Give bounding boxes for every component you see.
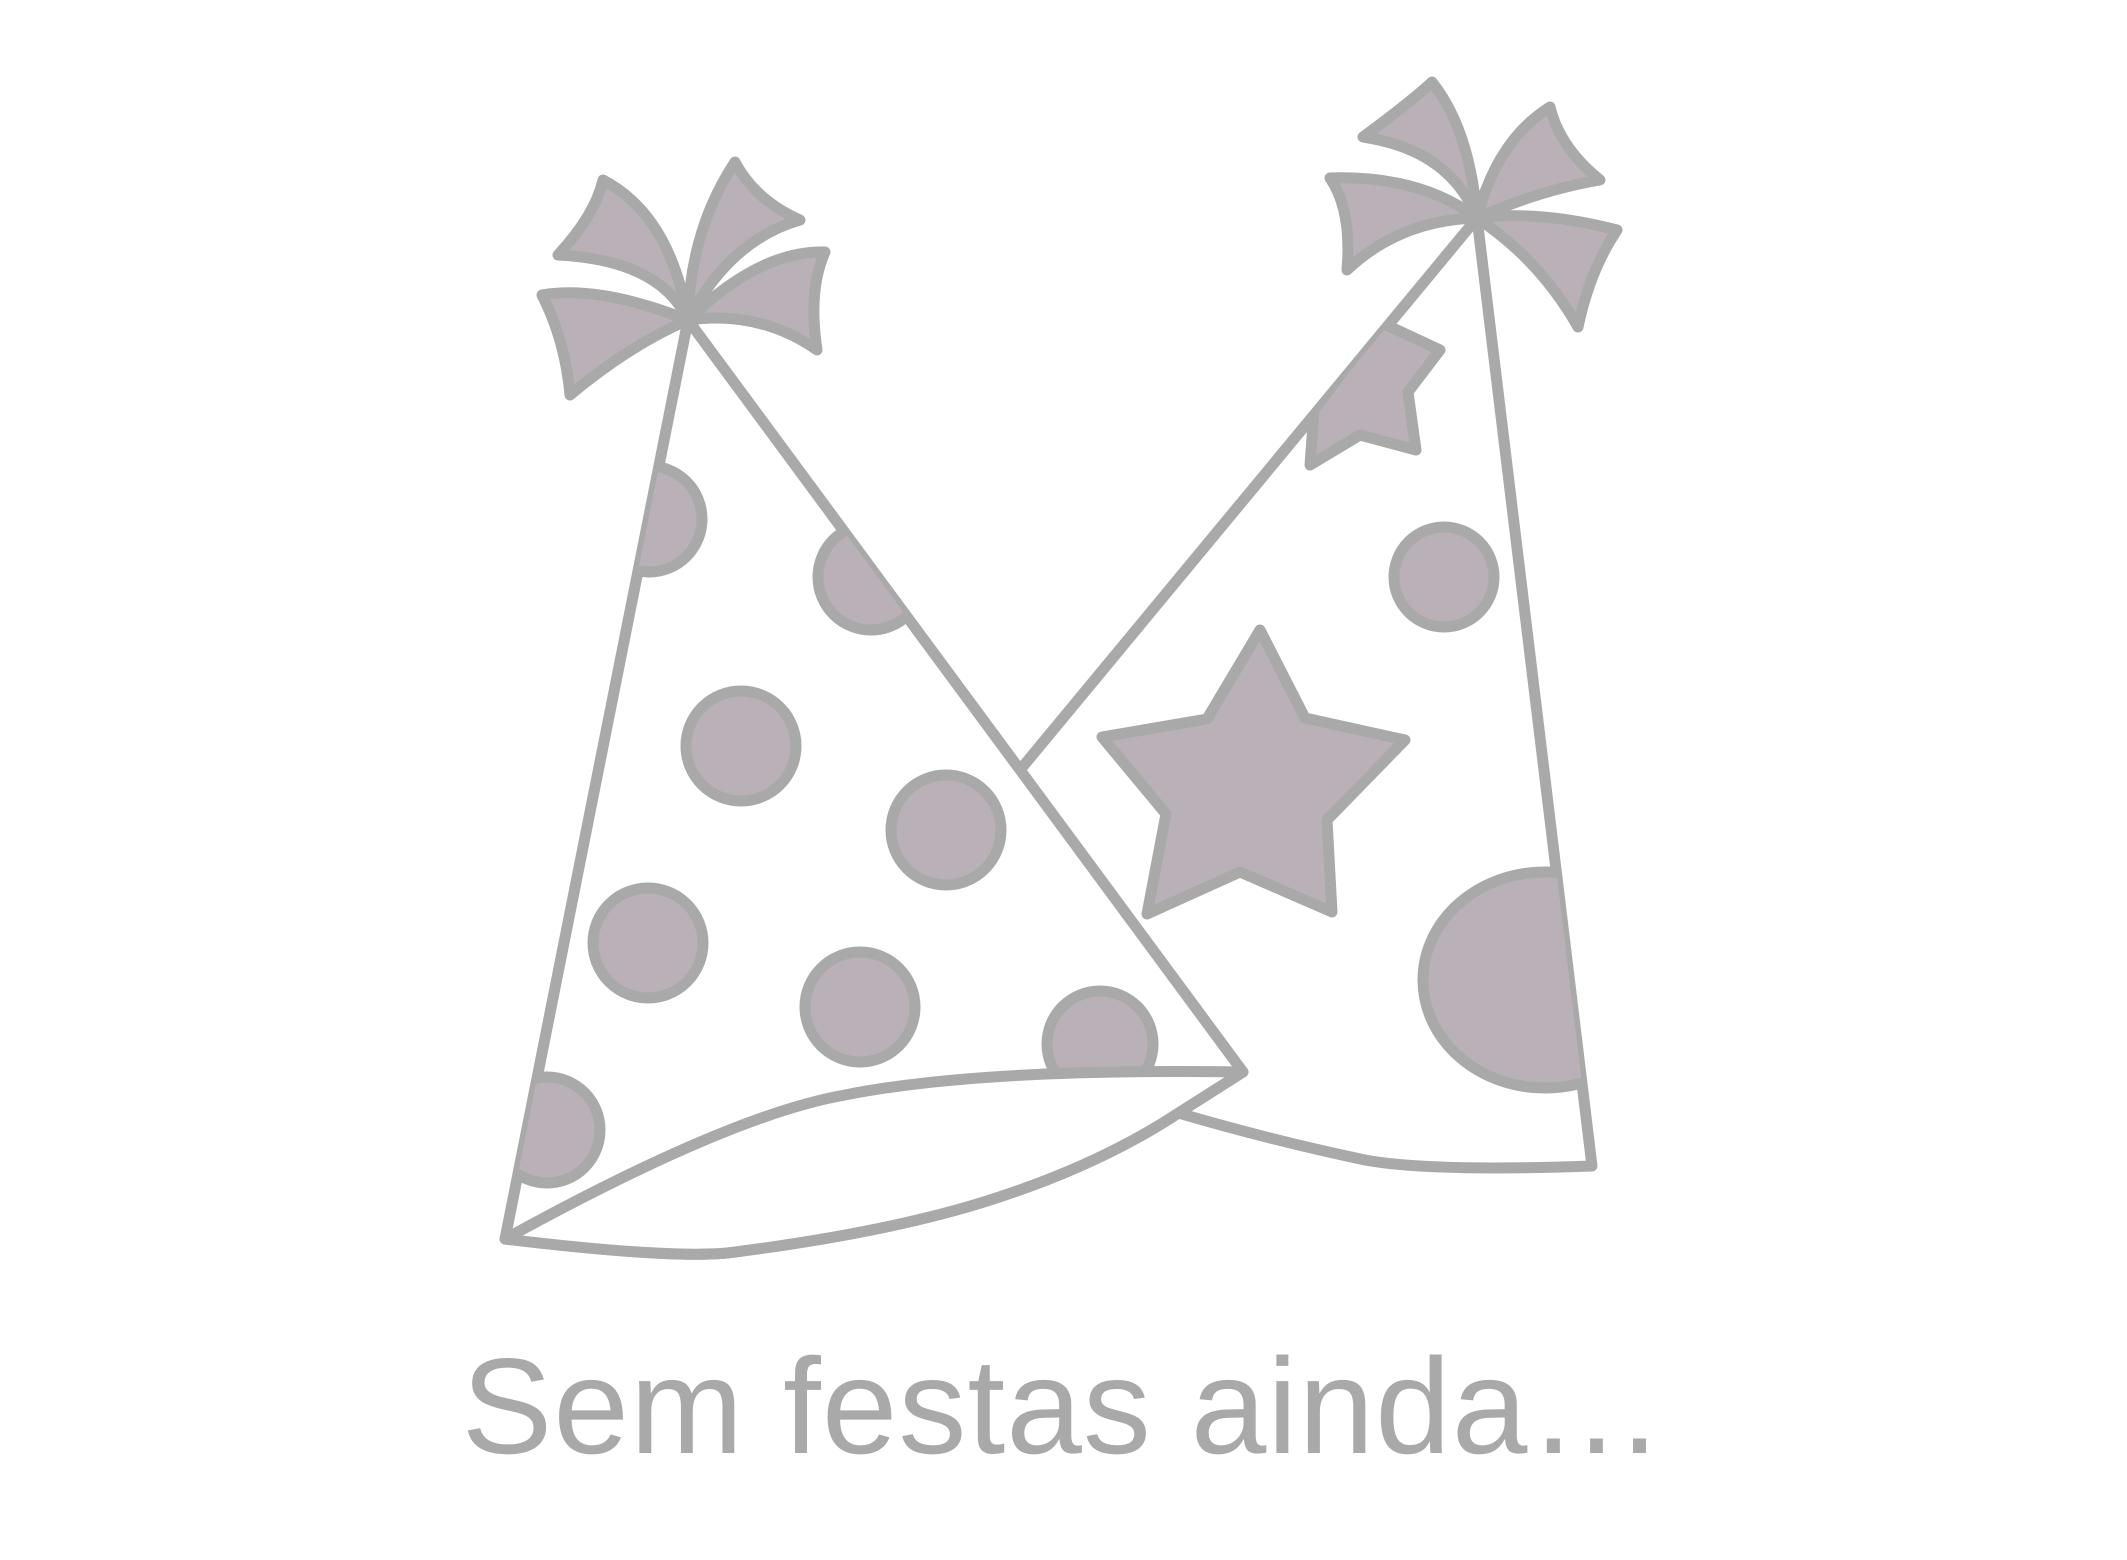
empty-state-message: Sem festas ainda… (461, 1330, 1666, 1482)
